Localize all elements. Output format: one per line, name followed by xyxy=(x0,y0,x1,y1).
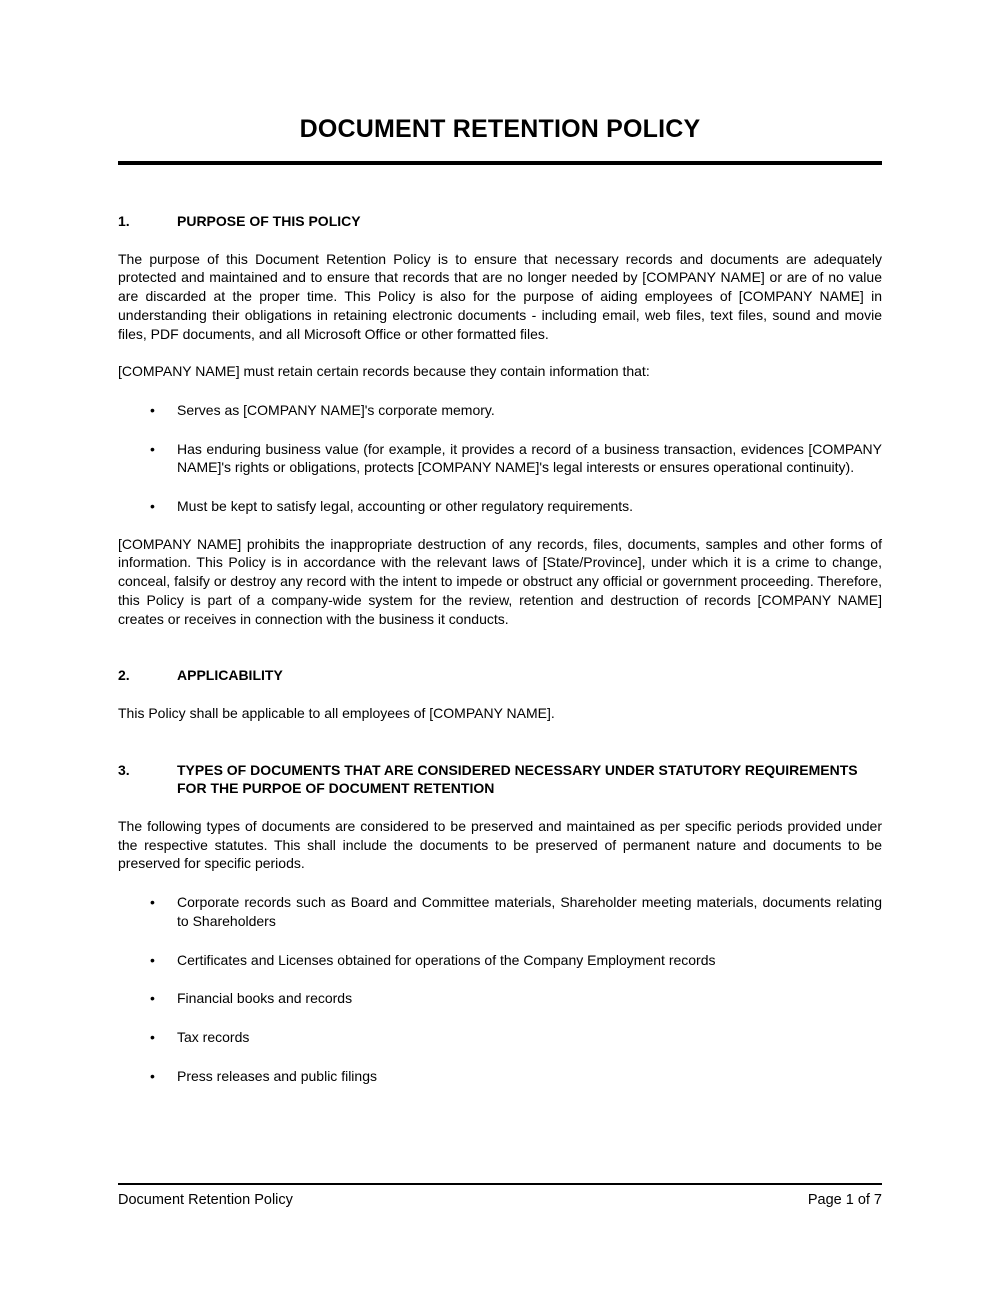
footer-document-title: Document Retention Policy xyxy=(118,1192,293,1208)
section-heading-types-of-documents xyxy=(118,761,882,798)
bullet-icon: • xyxy=(150,498,155,515)
list-item-text: Certificates and Licenses obtained for operations of the Company Employment records xyxy=(177,951,716,968)
list-item xyxy=(118,440,882,477)
section-number: 3. xyxy=(118,761,130,778)
list-item xyxy=(118,1067,882,1086)
section-title: TYPES OF DOCUMENTS THAT ARE CONSIDERED NECESSARY UNDER STATUTORY REQUIREMENTS FOR THE PURPOE OF DOCUMENT RETENTION xyxy=(177,761,858,797)
section-heading-purpose xyxy=(118,212,882,231)
footer-page-number: Page 1 of 7 xyxy=(807,1192,882,1208)
page-footer xyxy=(118,1183,882,1210)
list-item-text: Press releases and public filings xyxy=(177,1067,377,1084)
list-item-text: Corporate records such as Board and Committee materials, Shareholder meeting materials, documents relating to Shareholders xyxy=(177,894,882,929)
bullet-list xyxy=(118,893,882,1085)
list-item-text: Financial books and records xyxy=(177,990,353,1007)
list-item xyxy=(118,1028,882,1047)
title-divider xyxy=(118,161,882,165)
bullet-icon: • xyxy=(150,1028,155,1045)
bullet-icon: • xyxy=(150,894,155,911)
paragraph: This Policy shall be applicable to all employees of [COMPANY NAME]. xyxy=(118,704,555,721)
section-number: 2. xyxy=(118,667,130,684)
bullet-icon: • xyxy=(150,951,155,968)
list-item xyxy=(118,401,882,420)
list-item xyxy=(118,497,882,516)
paragraph: The purpose of this Document Retention Policy is to ensure that necessary records and documents are adequately protected and maintained and to ensure that records that are no longer needed by [COMPANY NAME] or are of no value are discarded at the proper time. This Policy is also for the purpose of aiding employees of [COMPANY NAME] in understanding their obligations in retaining electronic documents - including email, web files, text files, sound and movie files, PDF documents, and all Microsoft Office or other formatted files. xyxy=(118,250,882,342)
list-item xyxy=(118,989,882,1008)
section-heading-applicability xyxy=(118,666,882,685)
paragraph: [COMPANY NAME] prohibits the inappropriate destruction of any records, files, documents, samples and other forms of information. This Policy is in accordance with the relevant laws of [State/Province], under which it is a crime to change, conceal, falsify or destroy any record with the intent to impede or obstruct any official or government proceeding. Therefore, this Policy is part of a company-wide system for the review, retention and destruction of records [COMPANY NAME] creates or receives in connection with the business it conducts. xyxy=(118,535,882,627)
list-item-text: Tax records xyxy=(177,1028,250,1045)
footer-row xyxy=(118,1191,882,1210)
list-item-text: Must be kept to satisfy legal, accounting or other regulatory requirements. xyxy=(177,498,634,515)
bullet-list xyxy=(118,401,882,516)
list-item-text: Has enduring business value (for example, it provides a record of a business transaction, evidences [COMPANY NAME]'s rights or obligations, protects [COMPANY NAME]'s legal interests or ensures operational continuity). xyxy=(177,440,882,476)
paragraph: The following types of documents are considered to be preserved and maintained as per specific periods provided under the respective statutes. This shall include the documents to be preserved of permanent nature and documents to be preserved for specific periods. xyxy=(118,818,882,872)
bullet-icon: • xyxy=(150,440,155,457)
bullet-icon: • xyxy=(150,990,155,1007)
footer-divider xyxy=(118,1183,882,1185)
list-item xyxy=(118,951,882,970)
section-number: 1. xyxy=(118,213,130,229)
section-title: PURPOSE OF THIS POLICY xyxy=(177,213,361,229)
paragraph: [COMPANY NAME] must retain certain records because they contain information that: xyxy=(118,363,650,380)
bullet-icon: • xyxy=(150,1067,155,1084)
section-title: APPLICABILITY xyxy=(177,667,283,684)
page-title: DOCUMENT RETENTION POLICY xyxy=(299,115,701,143)
list-item xyxy=(118,893,882,930)
bullet-icon: • xyxy=(150,401,155,418)
list-item-text: Serves as [COMPANY NAME]'s corporate memory. xyxy=(177,401,495,418)
